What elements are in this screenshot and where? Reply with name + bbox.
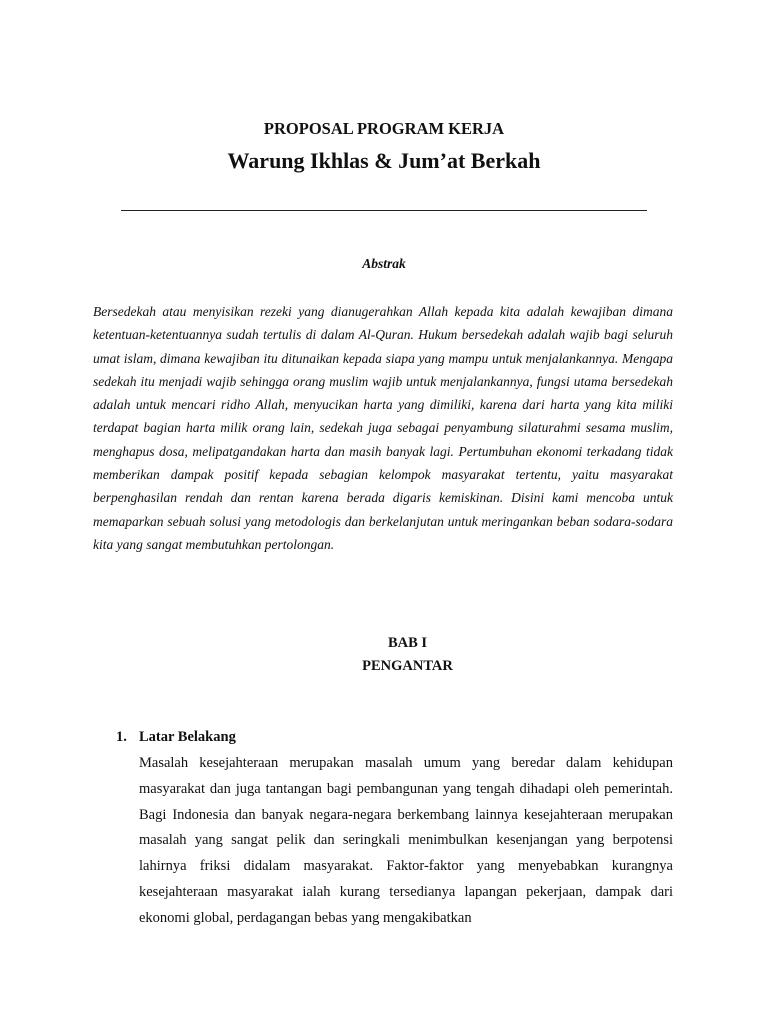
chapter-number: BAB I bbox=[387, 635, 428, 651]
section-number: 1. bbox=[116, 729, 127, 745]
abstract-body: Bersedekah atau menyisikan rezeki yang dianugerahkan Allah kepada kita adalah kewajiban dimana ketentuan-ketentuannya sudah tertulis di dalam Al-Quran. Hukum bersedekah adalah wajib bagi seluruh umat islam, dimana kewajiban itu ditunaikan kepada siapa yang mampu untuk menjalankannya. Mengapa sedekah itu menjadi wajib sehingga orang muslim wajib untuk menjalankannya, fungsi utama bersedekah adalah untuk mencari ridho Allah, menyucikan harta yang dimiliki, karena dari harta yang kita miliki terdapat bagian harta milik orang lain, sedekah juga sebagai penyambung silaturahmi sesama muslim, menghapus dosa, melipatgandakan harta dan masih banyak lagi. Pertumbuhan ekonomi terkadang tidak memberikan dampak positif kepada sebagian kelompok masyarakat tertentu, yaitu masyarakat berpenghasilan rendah dan rentan karena berada digaris kemiskinan. Disini kami mencoba untuk memaparkan sebuah solusi yang metodologis dan berkelanjutan untuk meringankan beban sodara-sodara kita yang sangat membutuhkan pertolongan. bbox=[93, 304, 673, 552]
section-body: Masalah kesejahteraan merupakan masalah umum yang beredar dalam kehidupan masyarakat dan juga tantangan bagi pembangunan yang tengah dihadapi oleh pemerintah. Bagi Indonesia dan banyak negara-negara berkembang lainnya kesejahteraan merupakan masalah yang sangat pelik dan seringkali menimbulkan kesenjangan yang berpotensi lahirnya friksi didalam masyarakat. Faktor-faktor yang menyebabkan kurangnya kesejahteraan masyarakat ialah kurang tersedianya lapangan pekerjaan, dampak dari ekonomi global, perdagangan bebas yang mengakibatkan bbox=[139, 755, 673, 926]
chapter-title: PENGANTAR bbox=[362, 658, 453, 674]
section-title: Latar Belakang bbox=[139, 729, 236, 745]
title-divider bbox=[121, 210, 647, 211]
document-title: PROPOSAL PROGRAM KERJA bbox=[263, 119, 505, 138]
document-subtitle: Warung Ikhlas & Jum’at Berkah bbox=[227, 148, 541, 173]
abstract-heading: Abstrak bbox=[362, 256, 406, 271]
section-heading bbox=[116, 729, 236, 746]
